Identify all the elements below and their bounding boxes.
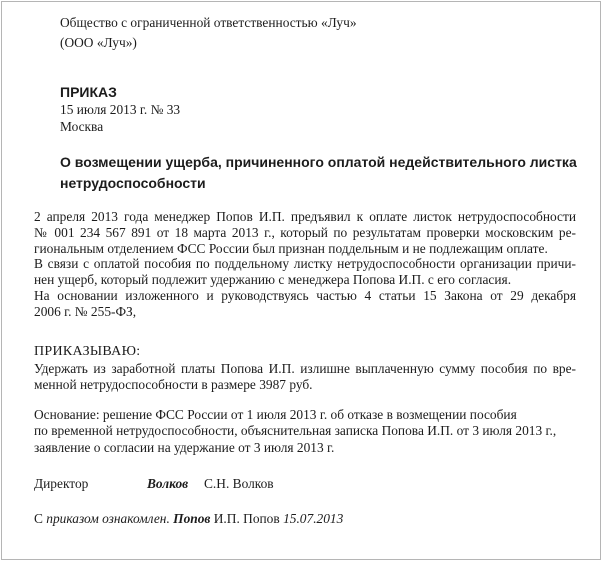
decree-section (34, 342, 576, 393)
preamble-line: нен ущерб, который подлежит удержанию с менеджера Попова И.П. с его согласия. (34, 272, 512, 288)
basis-section (34, 407, 576, 456)
preamble-line: 2 апреля 2013 года менеджер Попов И.П. предъявил к оплате листок нетрудоспособности (34, 209, 576, 224)
organization-full-name: Общество с ограниченной ответственностью «Луч» (60, 15, 357, 30)
acknowledgment-text: приказом ознакомлен. (46, 511, 170, 526)
handwritten-signature: Волков (147, 476, 189, 491)
basis-line: заявление о согласии на удержание от 3 июля 2013 г. (34, 439, 335, 455)
acknowledgment-prefix: С (34, 511, 47, 526)
preamble-line: гиональным отделением ФСС России был признан поддельным и не подлежащим оплате. (34, 240, 548, 256)
order-subject (60, 152, 588, 194)
acknowledgment-line (34, 511, 578, 527)
organization-header (60, 13, 578, 53)
preamble-line: № 001 234 567 891 от 18 марта 2013 г., который по результатам проверки московским ре- (34, 224, 576, 240)
preamble-line: 2006 г. № 255-ФЗ, (34, 303, 137, 319)
acknowledgment-date: 15.07.2013 (283, 511, 344, 526)
preamble-line: На основании изложенного и руководствуясь частью 4 статьи 15 Закона от 29 декабря (34, 287, 576, 303)
signer-name: С.Н. Волков (204, 476, 274, 491)
employee-signature: Попов (173, 511, 211, 526)
decree-line: Удержать из заработной платы Попова И.П. излишне выплаченную сумму пособия по вре- (34, 361, 576, 376)
basis-line: Основание: решение ФСС России от 1 июля 2013 г. об отказе в возмещении пособия (34, 407, 517, 422)
organization-short-name: (ООО «Луч») (60, 35, 137, 50)
decree-line: менной нетрудоспособности в размере 3987 руб. (34, 376, 313, 392)
subject-line-2: нетрудоспособности (60, 175, 206, 191)
signer-role: Директор (34, 476, 89, 491)
order-preamble (34, 209, 576, 320)
employee-name: И.П. Попов (213, 511, 280, 526)
order-details (60, 101, 578, 135)
subject-line-1: О возмещении ущерба, причиненного оплатой недействительного листка (60, 154, 577, 170)
order-city: Москва (60, 119, 104, 134)
order-date-number: 15 июля 2013 г. № 33 (60, 102, 181, 117)
basis-line: по временной нетрудоспособности, объяснительная записка Попова И.П. от 3 июля 2013 г., (34, 423, 557, 439)
order-title: ПРИКАЗ (60, 84, 117, 100)
preamble-line: В связи с оплатой пособия по поддельному листку нетрудоспособности организации причи- (34, 256, 576, 272)
decree-heading: ПРИКАЗЫВАЮ: (34, 344, 141, 359)
order-document (1, 1, 601, 560)
